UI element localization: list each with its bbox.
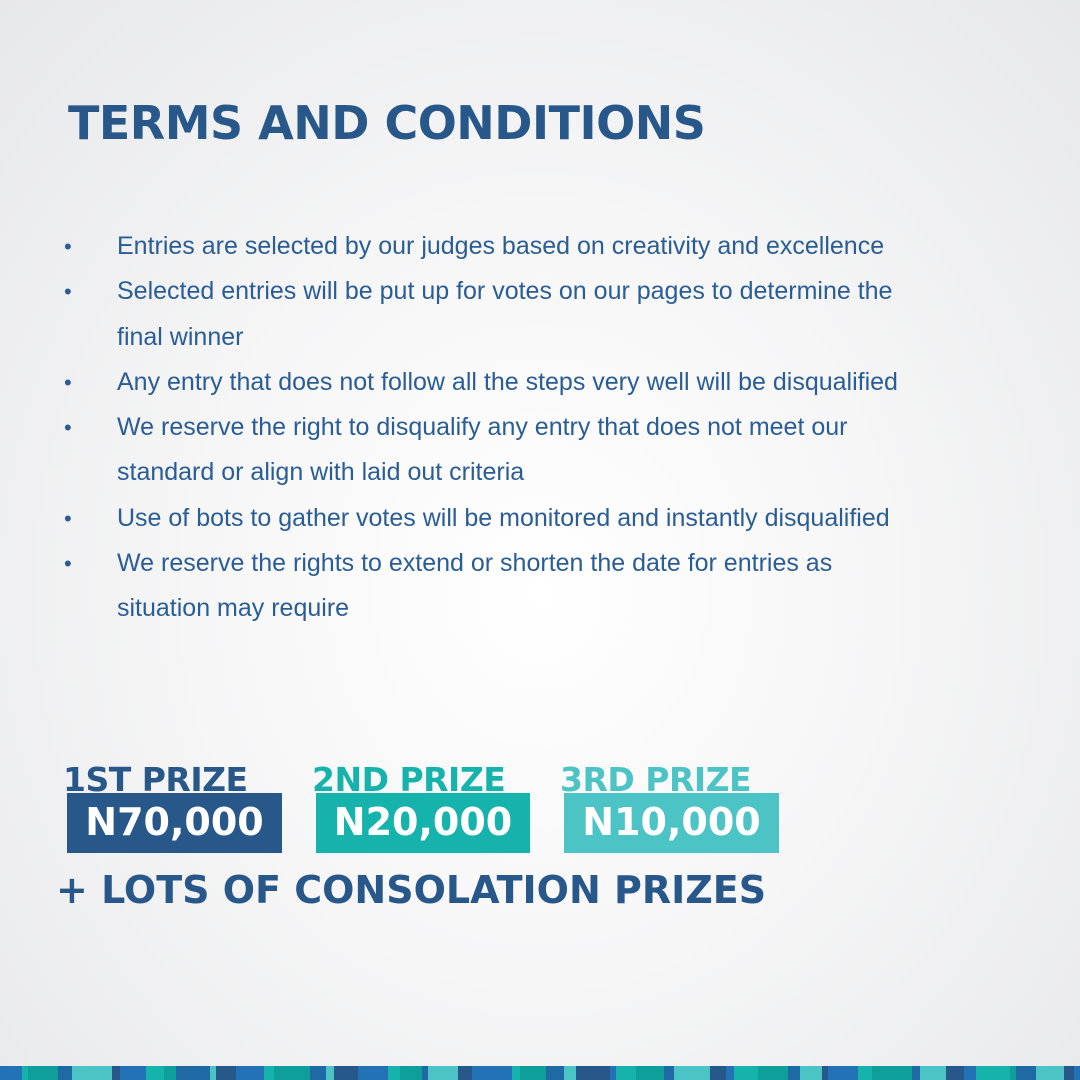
stripe-segment: [112, 1066, 120, 1080]
stripe-segment: [710, 1066, 726, 1080]
stripe-segment: [636, 1066, 664, 1080]
stripe-segment: [264, 1066, 274, 1080]
stripe-segment: [512, 1066, 520, 1080]
bullet-icon: •: [64, 415, 72, 441]
term-line: Entries are selected by our judges based on creativity and excellence: [117, 232, 885, 260]
stripe-segment: [858, 1066, 872, 1080]
consolation-text: + LOTS OF CONSOLATION PRIZES: [56, 868, 767, 912]
bullet-icon: •: [64, 234, 72, 259]
stripe-segment: [964, 1066, 976, 1080]
prize-third-amount: N10,000: [564, 793, 779, 853]
stripe-segment: [428, 1066, 458, 1080]
stripe-segment: [520, 1066, 546, 1080]
stripe-segment: [0, 1066, 22, 1080]
stripe-segment: [872, 1066, 912, 1080]
prize-second-label: 2ND PRIZE: [312, 760, 506, 793]
stripe-segment: [1036, 1066, 1064, 1080]
terms-list: [0, 224, 1050, 632]
prize-second: [312, 760, 530, 853]
stripe-segment: [758, 1066, 788, 1080]
prize-first-amount: N70,000: [67, 793, 282, 853]
bullet-icon: •: [64, 551, 72, 577]
prize-first: [63, 760, 282, 853]
term-item: [0, 360, 1050, 405]
stripe-segment: [72, 1066, 112, 1080]
stripe-segment: [912, 1066, 920, 1080]
stripe-segment: [326, 1066, 334, 1080]
bullet-icon: •: [64, 369, 72, 395]
stripe-segment: [734, 1066, 758, 1080]
stripe-segment: [546, 1066, 564, 1080]
stripe-segment: [164, 1066, 176, 1080]
stripe-segment: [664, 1066, 674, 1080]
stripe-segment: [726, 1066, 734, 1080]
prize-third: [560, 760, 779, 853]
stripe-segment: [616, 1066, 636, 1080]
stripe-segment: [458, 1066, 472, 1080]
stripe-segment: [1074, 1066, 1080, 1080]
stripe-segment: [1016, 1066, 1036, 1080]
stripe-segment: [274, 1066, 310, 1080]
stripe-segment: [788, 1066, 800, 1080]
term-item: [0, 224, 1050, 269]
term-line: Use of bots to gather votes will be monitored and instantly disqualified: [117, 503, 890, 532]
stripe-segment: [176, 1066, 210, 1080]
stripe-segment: [1064, 1066, 1074, 1080]
stripe-segment: [946, 1066, 964, 1080]
stripe-segment: [358, 1066, 388, 1080]
term-line: situation may require: [117, 594, 350, 623]
stripe-segment: [216, 1066, 236, 1080]
page-title: TERMS AND CONDITIONS: [68, 96, 706, 150]
stripe-segment: [800, 1066, 822, 1080]
term-line: Selected entries will be put up for votes on our pages to determine the: [117, 277, 893, 306]
stripe-segment: [334, 1066, 358, 1080]
term-line: We reserve the right to disqualify any entry that does not meet our: [117, 413, 848, 442]
stripe-segment: [146, 1066, 164, 1080]
decorative-stripe: [0, 1066, 1080, 1080]
stripe-segment: [674, 1066, 710, 1080]
stripe-segment: [564, 1066, 576, 1080]
term-item: [0, 269, 1050, 360]
stripe-segment: [472, 1066, 512, 1080]
stripe-segment: [120, 1066, 146, 1080]
stripe-segment: [576, 1066, 610, 1080]
stripe-segment: [920, 1066, 946, 1080]
stripe-segment: [58, 1066, 72, 1080]
prize-third-label: 3RD PRIZE: [560, 760, 752, 793]
stripe-segment: [236, 1066, 264, 1080]
stripe-segment: [28, 1066, 58, 1080]
stripe-segment: [388, 1066, 400, 1080]
stripe-segment: [310, 1066, 326, 1080]
term-item: [0, 496, 1050, 541]
term-item: [0, 405, 1050, 496]
term-item: [0, 541, 1050, 632]
stripe-segment: [828, 1066, 858, 1080]
term-line: standard or align with laid out criteria: [117, 458, 525, 487]
stripe-segment: [976, 1066, 1010, 1080]
prize-second-amount: N20,000: [316, 793, 530, 853]
term-line: Any entry that does not follow all the steps very well will be disqualified: [117, 367, 898, 396]
stripe-segment: [400, 1066, 422, 1080]
term-line: final winner: [117, 322, 244, 351]
bullet-icon: •: [64, 279, 72, 305]
term-line: We reserve the rights to extend or shorten the date for entries as: [117, 549, 833, 578]
bullet-icon: •: [64, 505, 72, 531]
prize-first-label: 1ST PRIZE: [63, 760, 248, 793]
